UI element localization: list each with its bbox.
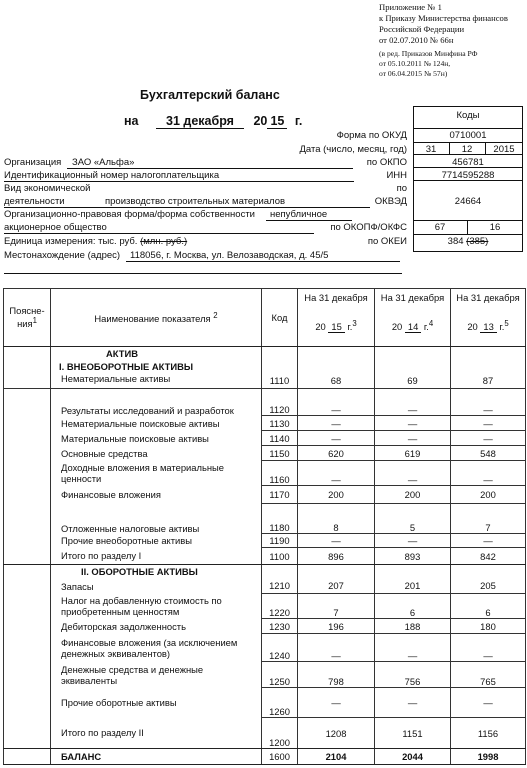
header-col1-suf: г. [347,321,353,333]
row-value-2013: — [451,389,526,416]
header-col1-top: На 31 декабря [304,292,368,303]
table-row [4,548,526,565]
header-code: Код [262,289,298,347]
org-label: Организация [4,157,62,168]
row-value-2014: 1151 [375,718,451,749]
header-col3 [451,289,526,347]
appendix-line: от 06.04.2015 № 57н) [379,69,448,78]
row-code: 1150 [262,446,298,461]
inn-value: 7714595288 [441,170,495,181]
row-name: Доходные вложения в материальные ценности [51,461,262,486]
row-value-2015: 2104 [298,749,375,765]
codes-header [413,106,523,129]
row-value-2014: 2044 [375,749,451,765]
okved-label-1: по [396,183,407,194]
row-value-2013: — [451,431,526,446]
row-value-2014: — [375,416,451,431]
header-col2-year: 14 [405,321,421,333]
table-row [4,504,526,534]
section-row [4,347,526,361]
row-code: 1600 [262,749,298,765]
date-month-value: 12 [461,144,473,155]
header-name [51,289,262,347]
row-code: 1110 [262,373,298,389]
okei-code: 384 [447,236,464,247]
header-col1 [298,289,375,347]
row-value-2014: — [375,389,451,416]
row-name: Итого по разделу I [51,548,262,565]
row-value-2015: 7 [298,594,375,619]
row-value-2014: 200 [375,486,451,504]
okei-value [413,236,523,247]
appendix-note [379,2,508,79]
row-code: 1190 [262,534,298,548]
header-col2-suf: г. [423,321,429,333]
row-name: БАЛАНС [51,749,262,765]
row-value-2015: — [298,534,375,548]
row-value-2014: — [375,634,451,662]
row-value-2014: 188 [375,619,451,634]
row-value-2015: — [298,634,375,662]
row-value-2014: 619 [375,446,451,461]
appendix-line: от 05.10.2011 № 124н, [379,59,451,68]
activity-label-1: Вид экономической [4,183,91,194]
header-name-label: Наименование показателя [94,313,211,325]
row-name: Материальные поисковые активы [51,431,262,446]
inn-code-label: ИНН [386,170,407,181]
row-value-2014: 893 [375,548,451,565]
row-value-2013: 1156 [451,718,526,749]
row-name: Нематериальные поисковые активы [51,416,262,431]
header-notes-sup: 1 [32,316,37,326]
inn-label: Идентификационный номер налогоплательщика [4,170,220,181]
row-value-2014: 6 [375,594,451,619]
table-row [4,534,526,548]
row-value-2015: — [298,461,375,486]
table-row [4,373,526,389]
row-name: Основные средства [51,446,262,461]
table-row [4,579,526,594]
row-code: 1180 [262,504,298,534]
section-row [4,361,526,373]
row-name: Отложенные налоговые активы [51,504,262,534]
appendix-line: Приложение № 1 [379,2,442,12]
row-code: 1230 [262,619,298,634]
row-value-2013: 87 [451,373,526,389]
row-code: 1120 [262,389,298,416]
row-value-2015: 196 [298,619,375,634]
row-value-2015: 207 [298,579,375,594]
row-value-2015: — [298,431,375,446]
date-prefix: на [124,114,139,128]
row-value-2014: — [375,688,451,718]
table-row [4,634,526,662]
header-col1-year: 15 [328,321,344,333]
okud-label: Форма по ОКУД [336,130,407,141]
row-value-2015: 1208 [298,718,375,749]
row-value-2015: 896 [298,548,375,565]
form-label-1: Организационно-правовая форма/форма собственности [4,209,255,220]
table-row [4,662,526,688]
table-row [4,431,526,446]
header-col3-pre: 20 [467,321,478,333]
header-col2 [375,289,451,347]
form-value-1: непубличное [270,209,328,220]
date-day-value: 31 [425,144,437,155]
row-name: Прочие оборотные активы [51,688,262,718]
activity-value: производство строительных материалов [105,196,286,207]
row-value-2013: 1998 [451,749,526,765]
row-value-2014: 201 [375,579,451,594]
header-notes-label: Поясне-ния [9,305,45,330]
row-name: Денежные средства и денежные эквиваленты [51,662,262,688]
row-value-2015: 8 [298,504,375,534]
row-name: Прочие внеоборотные активы [51,534,262,548]
table-row [4,461,526,486]
section-1-title: I. ВНЕОБОРОТНЫЕ АКТИВЫ [51,361,262,373]
row-value-2015: 68 [298,373,375,389]
row-code: 1210 [262,579,298,594]
date-code-label: Дата (число, месяц, год) [299,144,407,155]
row-code: 1220 [262,594,298,619]
row-value-2014: — [375,534,451,548]
table-row [4,446,526,461]
row-value-2015: — [298,389,375,416]
row-value-2013: 765 [451,662,526,688]
date-day-month: 31 декабря [156,114,244,129]
appendix-line: от 02.07.2010 № 66н [379,35,454,45]
section-2-title: II. ОБОРОТНЫЕ АКТИВЫ [51,565,262,579]
table-row [4,594,526,619]
row-value-2013: 7 [451,504,526,534]
row-value-2013: — [451,634,526,662]
address-value: 118056, г. Москва, ул. Велозаводская, д. 45/5 [130,250,329,261]
table-header [4,289,526,347]
row-value-2013: 205 [451,579,526,594]
row-code: 1240 [262,634,298,662]
header-col3-suf: г. [499,321,505,333]
row-name: Дебиторская задолженность [51,619,262,634]
org-value: ЗАО «Альфа» [72,157,135,168]
header-col3-year: 13 [480,321,496,333]
okpo-value: 456781 [452,157,484,168]
row-name: Результаты исследований и разработок [51,389,262,416]
row-name: Запасы [51,579,262,594]
table-row-total [4,749,526,765]
header-col3-sup: 5 [504,319,509,328]
row-name: Итого по разделу II [51,718,262,749]
table-row [4,389,526,416]
row-value-2013: 200 [451,486,526,504]
row-code: 1160 [262,461,298,486]
row-value-2013: — [451,416,526,431]
okved-label-2: ОКВЭД [374,196,407,207]
appendix-line: (в ред. Приказов Минфина РФ [379,49,478,58]
row-value-2014: 5 [375,504,451,534]
appendix-line: Российской Федерации [379,24,465,34]
row-value-2013: 548 [451,446,526,461]
row-value-2014: — [375,461,451,486]
row-value-2015: 620 [298,446,375,461]
okopf-value: 67 [434,222,446,233]
row-code: 1100 [262,548,298,565]
section-row [4,565,526,579]
codes-header-label: Коды [456,110,480,121]
header-col1-sup: 3 [352,319,357,328]
row-value-2015: — [298,688,375,718]
date-year-value: 2015 [493,144,515,155]
header-col3-top: На 31 декабря [456,292,520,303]
row-value-2013: — [451,534,526,548]
row-value-2013: 6 [451,594,526,619]
row-value-2014: 756 [375,662,451,688]
okfs-value: 16 [489,222,501,233]
row-name: Финансовые вложения [51,486,262,504]
row-code: 1130 [262,416,298,431]
row-code: 1250 [262,662,298,688]
appendix-line: к Приказу Министерства финансов [379,13,508,23]
row-code: 1170 [262,486,298,504]
table-row [4,619,526,634]
row-code: 1200 [262,718,298,749]
okud-value: 0710001 [449,130,487,141]
activity-label-2: деятельности [4,196,65,207]
okpo-label: по ОКПО [366,157,407,168]
okopf-label: по ОКОПФ/ОКФС [330,222,407,233]
table-row [4,718,526,749]
row-name: Налог на добавленную стоимость по приобретенным ценностям [51,594,262,619]
date-suffix: г. [294,114,303,128]
report-date [124,114,302,129]
row-value-2015: — [298,416,375,431]
okved-value: 24664 [454,196,482,207]
row-value-2013: 842 [451,548,526,565]
table-row [4,416,526,431]
date-year-prefix: 20 [253,114,268,128]
table-row [4,486,526,504]
unit-value: Единица измерения: тыс. руб. [4,236,138,247]
header-col1-pre: 20 [315,321,326,333]
row-value-2013: 180 [451,619,526,634]
document-title: Бухгалтерский баланс [140,88,280,102]
header-col2-pre: 20 [391,321,403,333]
balance-table [3,288,526,765]
header-name-sup: 2 [213,310,218,320]
row-name: Финансовые вложения (за исключением денежных эквивалентов) [51,634,262,662]
row-value-2015: 798 [298,662,375,688]
row-value-2014: — [375,431,451,446]
address-label: Местонахождение (адрес) [4,250,121,261]
okei-label: по ОКЕИ [367,236,407,247]
row-code: 1140 [262,431,298,446]
date-year: 15 [267,114,287,129]
table-row [4,688,526,718]
row-value-2013: — [451,461,526,486]
unit-struck: (млн. руб.) [140,236,188,247]
row-value-2014: 69 [375,373,451,389]
row-value-2013: — [451,688,526,718]
form-label-2: акционерное общество [4,222,107,233]
row-name: Нематериальные активы [51,373,262,389]
unit-label [4,236,187,247]
header-col2-sup: 4 [428,319,434,328]
header-col2-top: На 31 декабря [380,292,445,303]
section-aktiv: АКТИВ [51,347,262,361]
header-notes [4,289,51,347]
row-value-2015: 200 [298,486,375,504]
row-code: 1260 [262,688,298,718]
okei-struck: (385) [466,236,489,247]
